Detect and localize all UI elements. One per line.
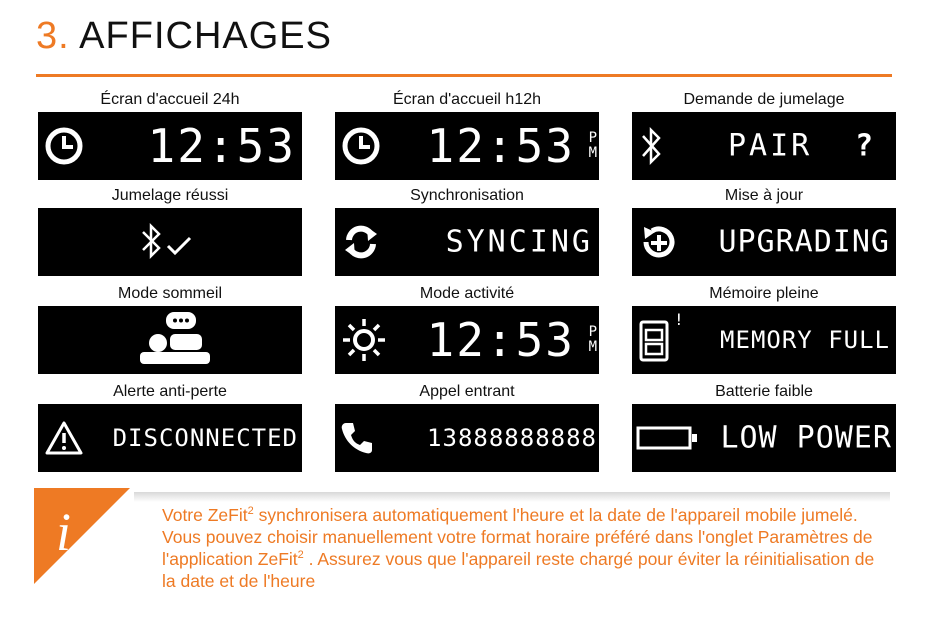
device-display [632, 112, 896, 180]
display-text: 12:53 [147, 119, 296, 173]
ampm-indicator [589, 131, 597, 161]
screen-caption: Batterie faible [715, 383, 813, 400]
battery-low-icon [636, 426, 700, 450]
screen-home-12h [335, 90, 599, 180]
screen-home-24h [38, 90, 302, 180]
device-display [335, 208, 599, 276]
screen-low-battery [632, 382, 896, 472]
device-display [38, 306, 302, 374]
device-display [335, 404, 599, 472]
screen-sleep-mode [38, 284, 302, 374]
display-text: 13888888888 [427, 424, 597, 452]
screen-caption: Demande de jumelage [683, 91, 845, 108]
ampm-bottom: M [588, 339, 597, 355]
phone-icon [339, 420, 375, 456]
screen-activity-mode [335, 284, 599, 374]
display-text: LOW POWER [720, 420, 892, 456]
screen-caption: Mémoire pleine [709, 285, 819, 302]
clock-icon [341, 126, 381, 166]
bluetooth-check-icon [138, 222, 202, 262]
screen-anti-loss-alert [38, 382, 302, 472]
display-text: PAIR [728, 128, 813, 164]
screen-caption: Synchronisation [410, 187, 524, 204]
svg-text:i: i [56, 502, 72, 562]
ampm-top: P [588, 324, 597, 340]
device-display [38, 112, 302, 180]
display-text: DISCONNECTED [112, 424, 298, 452]
device-display [632, 404, 896, 472]
device-display [38, 208, 302, 276]
device-display [632, 306, 896, 374]
bluetooth-icon [640, 124, 664, 168]
screen-upgrading [632, 186, 896, 276]
memory-alert-mark: ! [674, 310, 684, 329]
note-shade-bar [134, 492, 890, 502]
upgrade-icon [638, 222, 678, 262]
ampm-bottom: M [588, 145, 597, 161]
screen-memory-full [632, 284, 896, 374]
sun-icon [341, 317, 387, 363]
screen-caption: Appel entrant [419, 383, 515, 400]
display-text: UPGRADING [718, 224, 890, 260]
display-text: 12:53 [426, 313, 575, 367]
clock-icon [44, 126, 84, 166]
title-underline [36, 74, 892, 77]
sync-icon [341, 222, 381, 262]
ampm-top: P [588, 130, 597, 146]
device-display [335, 112, 599, 180]
ampm-indicator [589, 325, 597, 355]
memory-icon [638, 316, 672, 364]
screen-caption: Mode sommeil [117, 285, 223, 302]
screen-caption: Jumelage réussi [111, 187, 229, 204]
display-text: SYNCING [445, 224, 593, 260]
info-note-text: Votre ZeFit$^2$ synchronisera automatiquement l'heure et la date de l'appareil mobile jumelé. Vous pouvez choisir manuellement votre format horaire préféré dans l'onglet Paramètres de l'application ZeFit$^2$ . Assurez vous que l'appareil reste chargé pour éviter la réinitialisation de la date et de l'heure [162, 505, 875, 591]
screen-caption: Alerte anti-perte [113, 383, 227, 400]
question-mark: ? [854, 128, 876, 164]
screen-syncing [335, 186, 599, 276]
device-display [632, 208, 896, 276]
section-title [36, 14, 332, 58]
screen-pairing-success [38, 186, 302, 276]
info-icon [34, 488, 134, 588]
display-text: MEMORY FULL [720, 326, 890, 354]
screen-caption: Écran d'accueil 24h [100, 91, 240, 108]
screen-caption: Écran d'accueil h12h [392, 91, 542, 108]
section-number: 3. [36, 15, 70, 57]
screen-pairing-request [632, 90, 896, 180]
screen-caption: Mise à jour [724, 187, 804, 204]
display-text: 12:53 [426, 119, 575, 173]
device-display [335, 306, 599, 374]
sleep-icon [134, 310, 214, 370]
section-heading: AFFICHAGES [79, 15, 332, 57]
device-display [38, 404, 302, 472]
screen-incoming-call [335, 382, 599, 472]
screen-caption: Mode activité [419, 285, 515, 302]
warning-icon [44, 420, 84, 456]
info-note [34, 488, 892, 598]
